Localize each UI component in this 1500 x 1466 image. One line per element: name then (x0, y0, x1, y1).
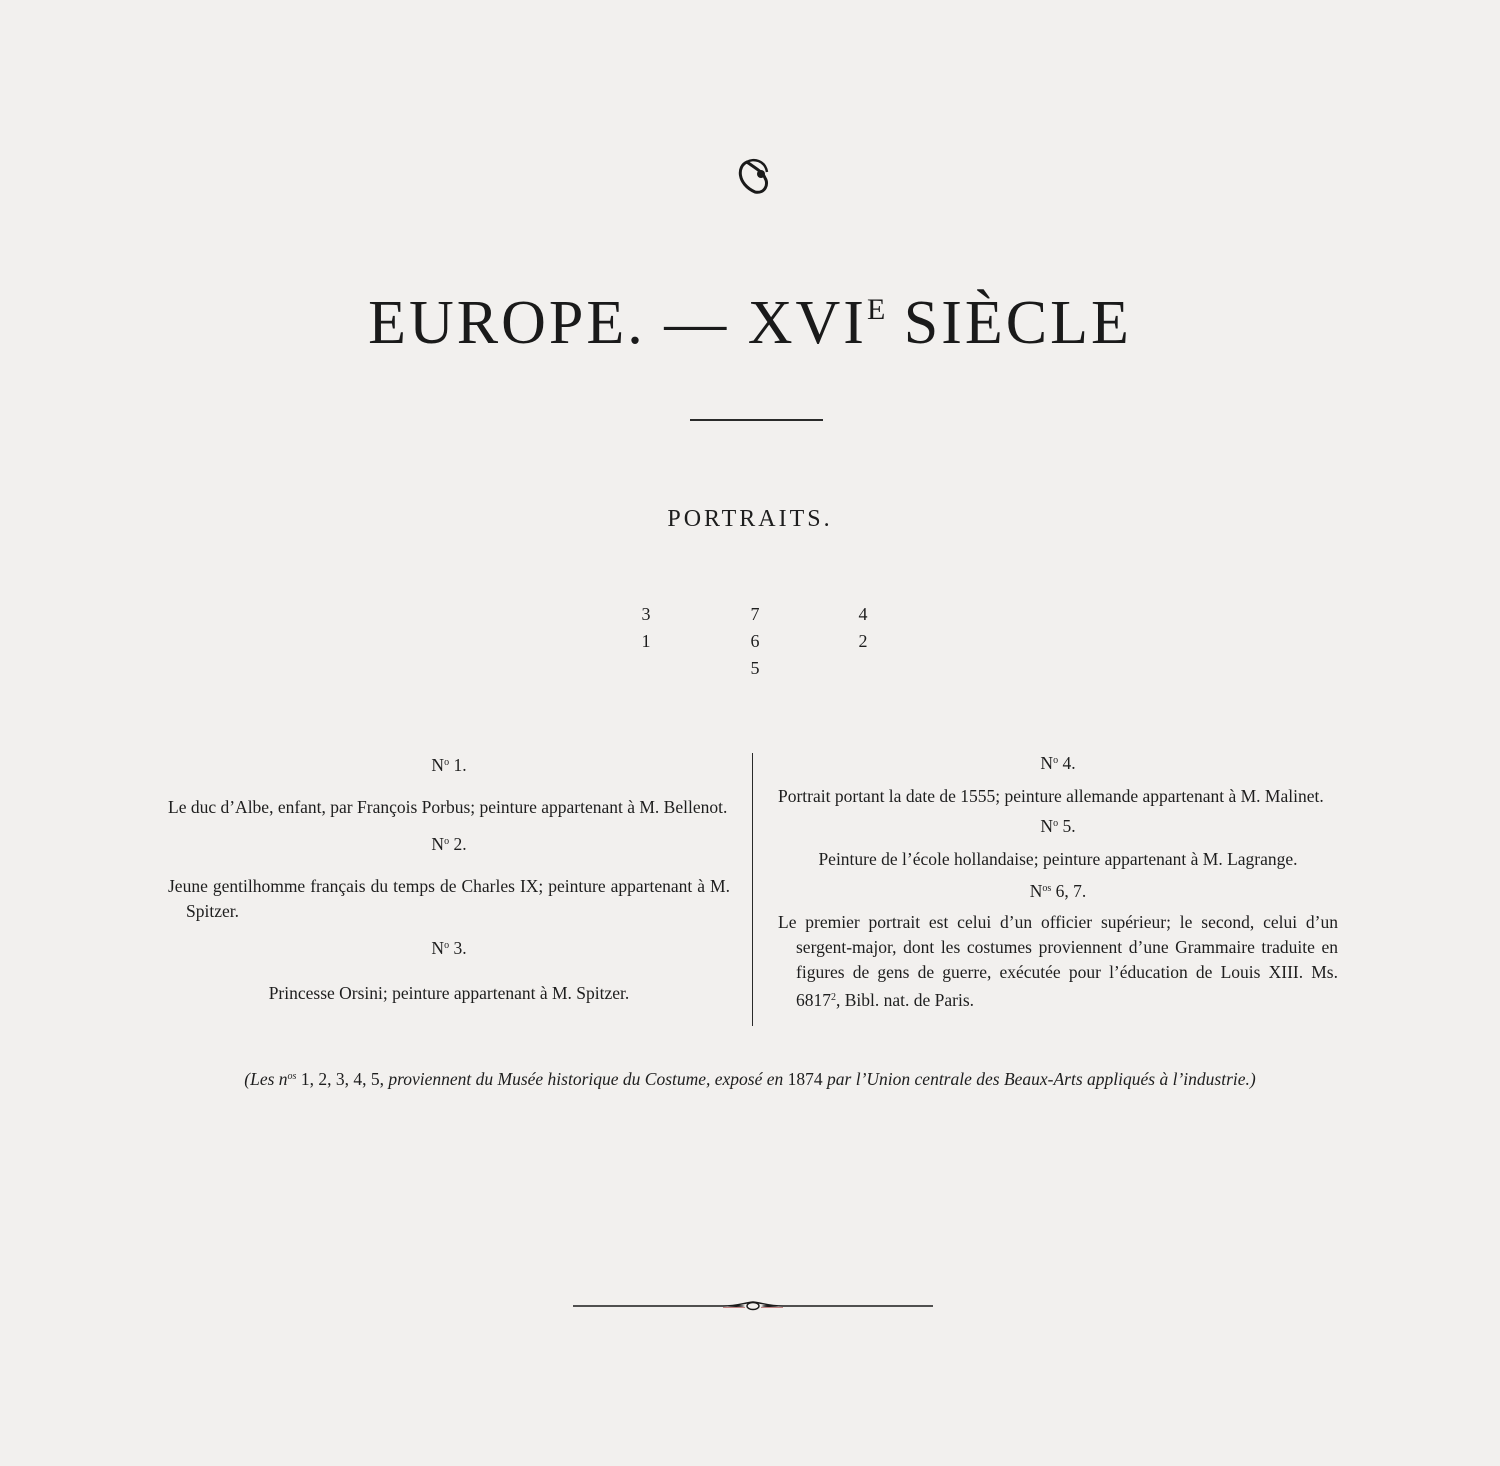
ornament-rule-icon (573, 1298, 933, 1314)
entry-text: Le premier portrait est celui d’un officier supérieur; le second, celui d’un sergent-major, dont les costumes proviennent d’une Grammaire traduite en figures de gens de guerre, exécutée pour l’éducation de Louis XIII. Ms. 6817$^2$, Bibl. nat. de Paris. (778, 912, 1338, 1010)
key-number: 6 (750, 631, 760, 651)
key-number: 7 (750, 604, 760, 624)
key-number: 3 (641, 604, 651, 624)
plate-number-glyph (725, 150, 785, 200)
key-number: 1 (641, 631, 651, 651)
entry-text: Princesse Orsini; peinture appartenant à M. Spitzer. (268, 983, 630, 1003)
key-number: 2 (858, 631, 868, 651)
entry-heading: $N^o$ 5. (1040, 816, 1076, 836)
column-divider (752, 753, 753, 1026)
entry-heading: $N^o$ 2. (431, 834, 467, 854)
key-number: 4 (858, 604, 868, 624)
entry-text: Peinture de l’école hollandaise; peinture appartenant à M. Lagrange. (818, 849, 1298, 869)
page-title: EUROPE. — $XVI^E$ SIÈCLE (368, 289, 1132, 357)
entry-text: Le duc d’Albe, enfant, par François Porbus; peinture appartenant à M. Bellenot. (168, 797, 728, 817)
key-number: 5 (750, 658, 760, 678)
footnote: (Les $n^{os}$ 1, 2, 3, 4, 5, proviennent du Musée historique du Costume, exposé en 1874 par l’Union centrale des Beaux-Arts appliqués à l’industrie.) (244, 1069, 1256, 1089)
entry-text: Portrait portant la date de 1555; peinture allemande appartenant à M. Malinet. (778, 786, 1324, 806)
entry-heading: $N^o$ 4. (1040, 753, 1076, 773)
section-title: PORTRAITS. (667, 506, 833, 532)
entry-text: Jeune gentilhomme français du temps de Charles IX; peinture appartenant à M. Spitzer. (168, 876, 730, 921)
entry-heading: $N^o$ 3. (431, 938, 467, 958)
title-rule (690, 419, 823, 421)
right-column (778, 748, 1338, 1013)
left-column (168, 750, 730, 1006)
entry-heading: $N^o$ 1. (431, 755, 467, 775)
entry-heading: $N^{os}$ 6, 7. (1029, 881, 1087, 901)
